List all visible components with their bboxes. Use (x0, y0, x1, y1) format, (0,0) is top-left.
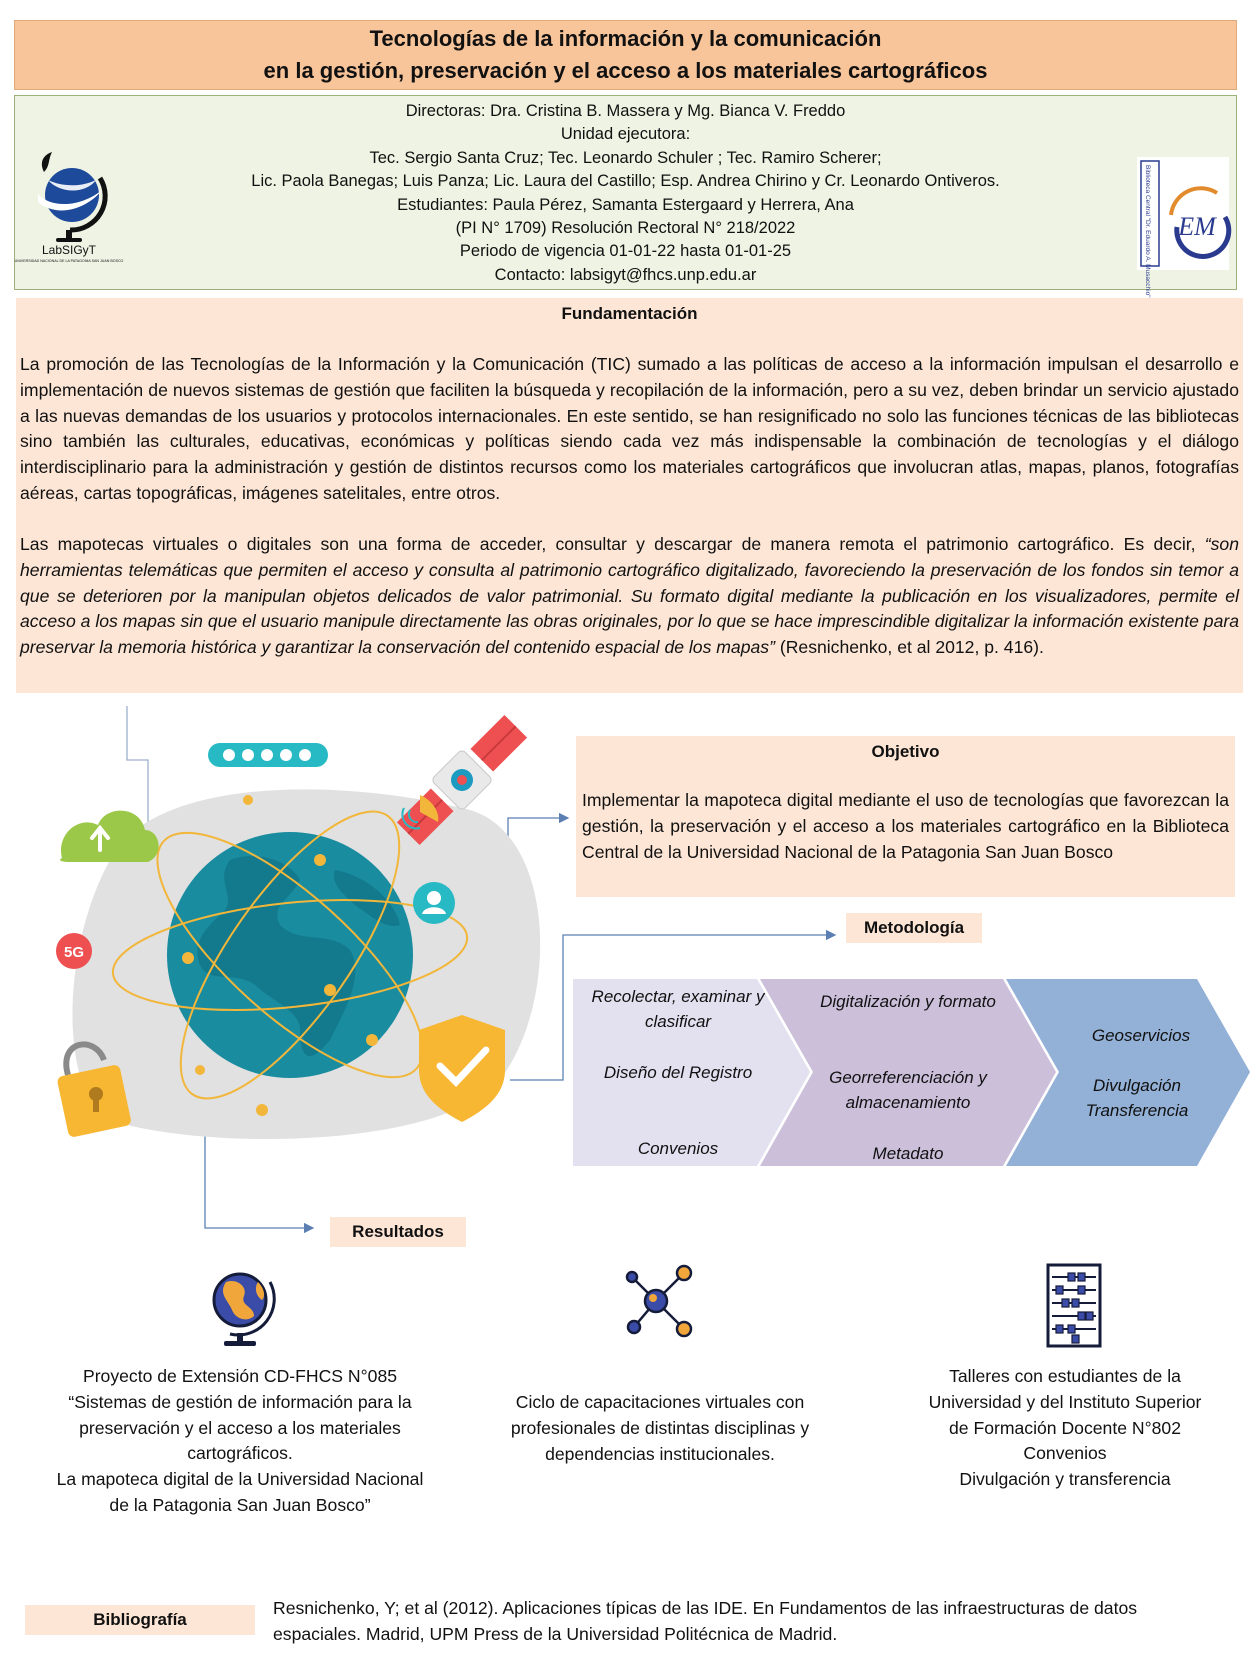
objetivo-text: Implementar la mapoteca digital mediante el uso de tecnologías que favorezcan la gestión, la preservación y el acceso a los materiales cartográfico en la Biblioteca Central de la Universidad Nacional de la Patagonia San Juan Bosco (582, 790, 1229, 862)
bibliografia-title: Bibliografía (25, 1605, 255, 1635)
fundamentacion-p2-cite: (Resnichenko, et al 2012, p. 416). (774, 637, 1044, 658)
result-1-line-6: de la Patagonia San Juan Bosco” (109, 1494, 371, 1515)
authors-students: Estudiantes: Paula Pérez, Samanta Estergaard y Herrera, Ana (397, 195, 854, 214)
resultados-title: Resultados (330, 1217, 466, 1247)
logo-right-monogram: EM (1178, 212, 1216, 241)
logo-left-name: LabSIGyT (41, 243, 97, 257)
result-2-line-1: Ciclo de capacitaciones virtuales con (515, 1392, 805, 1412)
fundamentacion-title: Fundamentación (561, 304, 698, 323)
authors-contact: Contacto: labsigyt@fhcs.unp.edu.ar (494, 265, 757, 284)
flow-step-3-item-1: Geoservicios (1091, 1026, 1191, 1045)
cloud-upload-icon (60, 811, 159, 862)
authors-unit-label: Unidad ejecutora: (560, 125, 691, 144)
result-1-line-5: La mapoteca digital de la Universidad Nacional (56, 1469, 424, 1490)
fundamentacion-p2-quote: “son herramientas telemáticas que permiten el acceso y consulta al patrimonio cartográfico digitalizado, favoreciendo la preservación de los fondos sin temor a que se deterioren por la manipulan objetos delicados de valor patrimonial. Su formato digital mediante la publicación en los visualizadores, permite el acceso a los mapas sin que el usuario manipule directamente las obras originales, por lo que se hace imprescindible digitalizar la información existente para preservar la memoria histórica y garantizar la conservación del contenido espacial de los mapas” (20, 534, 1239, 658)
result-3-line-5: Divulgación y transferencia (959, 1469, 1171, 1490)
result-3-line-3: de Formación Docente N°802 (949, 1417, 1181, 1438)
metodologia-title: Metodología (846, 913, 982, 943)
authors-unit-line-1: Tec. Sergio Santa Cruz; Tec. Leonardo Schuler ; Tec. Ramiro Scherer; (369, 148, 882, 167)
title-line-2: en la gestión, preservación y el acceso a los materiales cartográficos (263, 58, 988, 83)
result-1-line-3: preservación y el acceso a los materiales (79, 1417, 401, 1438)
result-1-line-1: Proyecto de Extensión CD-FHCS N°085 (82, 1366, 398, 1386)
flow-step-1-item-2: Diseño del Registro (603, 1063, 753, 1082)
result-1-line-4: cartográficos. (187, 1443, 293, 1464)
objetivo-panel (576, 736, 1235, 897)
authors-unit-line-2: Lic. Paola Banegas; Luis Panza; Lic. Laura del Castillo; Esp. Andrea Chirino y Cr. Leonardo Ontiveros. (251, 172, 1000, 191)
result-3-line-2: Universidad y del Instituto Superior (928, 1391, 1202, 1412)
result-2-line-2: profesionales de distintas disciplinas y (510, 1417, 810, 1438)
5g-badge-icon (56, 933, 92, 969)
result-3-line-4: Convenios (1023, 1443, 1107, 1464)
authors-directors: Directoras: Dra. Cristina B. Massera y Mg. Bianca V. Freddo (405, 102, 846, 120)
bibliografia-text (273, 1595, 1233, 1647)
hero-illustration (56, 711, 540, 1139)
fundamentacion-p2-intro: Las mapotecas virtuales o digitales son una forma de acceder, consultar y descargar de manera remota el patrimonio cartográfico. Es decir, (20, 534, 1205, 554)
result-1-line-2: “Sistemas de gestión de información para la (68, 1391, 412, 1412)
flow-step-2-item-3: Metadato (872, 1144, 944, 1163)
logo-left-subtitle: UNIVERSIDAD NACIONAL DE LA PATAGONIA SAN JUAN BOSCO (14, 259, 124, 263)
result-3-line-1: Talleres con estudiantes de la (949, 1366, 1181, 1386)
title-line-1: Tecnologías de la información y la comunicación (369, 26, 882, 51)
authors-resolution: (PI N° 1709) Resolución Rectoral N° 218/2022 (455, 219, 796, 238)
result-item-3 (880, 1364, 1250, 1493)
flow-step-2-item-1: Digitalización y formato (820, 992, 996, 1011)
result-item-1 (20, 1364, 460, 1519)
logo-right-side-text: Biblioteca Central "Dr. Eduardo A. Musacchio" (1144, 165, 1151, 298)
badge-5g-label: 5G (63, 944, 85, 961)
objetivo-title: Objetivo (871, 742, 940, 761)
flow-step-3-item-2: Divulgación Transferencia (1085, 1076, 1189, 1120)
result-item-2 (470, 1390, 850, 1467)
bibliografia-line-1: Resnichenko, Y; et al (2012). Aplicaciones típicas de las IDE. En Fundamentos de las infraestructuras de datos (273, 1598, 1138, 1618)
user-profile-icon (413, 882, 455, 924)
flow-step-1-item-1: Recolectar, examinar y clasificar (591, 987, 765, 1031)
fundamentacion-paragraph-1: La promoción de las Tecnologías de la Información y la Comunicación (TIC) sumado a las políticas de acceso a la información impulsan el desarrollo e implementación de nuevos sistemas de gestión que faciliten la búsqueda y recopilación de la información, pero a su vez, deben brindar un servicio ajustado a las nuevas demandas de los usuarios y protocolos internacionales. En este sentido, se han resignificado no solo las funciones técnicas de las bibliotecas sino también las culturales, educativas, económicas y políticas siendo cada vez más indispensable la combinación de tecnologías y el diálogo interdisciplinario para la administración y gestión de distintos recursos como los materiales cartográficos que involucran atlas, mapas, planos, fotografías aéreas, cartas topográficas, imágenes satelitales, entre otros. (20, 354, 1239, 503)
authors-period: Periodo de vigencia 01-01-22 hasta 01-01-25 (459, 242, 792, 261)
flow-step-2-item-2: Georreferenciación y almacenamiento (829, 1068, 987, 1112)
result-2-line-3: dependencias institucionales. (545, 1443, 775, 1464)
bibliografia-line-2: espaciales. Madrid, UPM Press de la Universidad Politécnica de Madrid. (273, 1624, 838, 1644)
result-globe-icon (214, 1274, 274, 1346)
result-network-icon (627, 1266, 691, 1336)
result-abacus-icon (1048, 1265, 1100, 1346)
flow-step-1-item-3: Convenios (637, 1139, 719, 1158)
